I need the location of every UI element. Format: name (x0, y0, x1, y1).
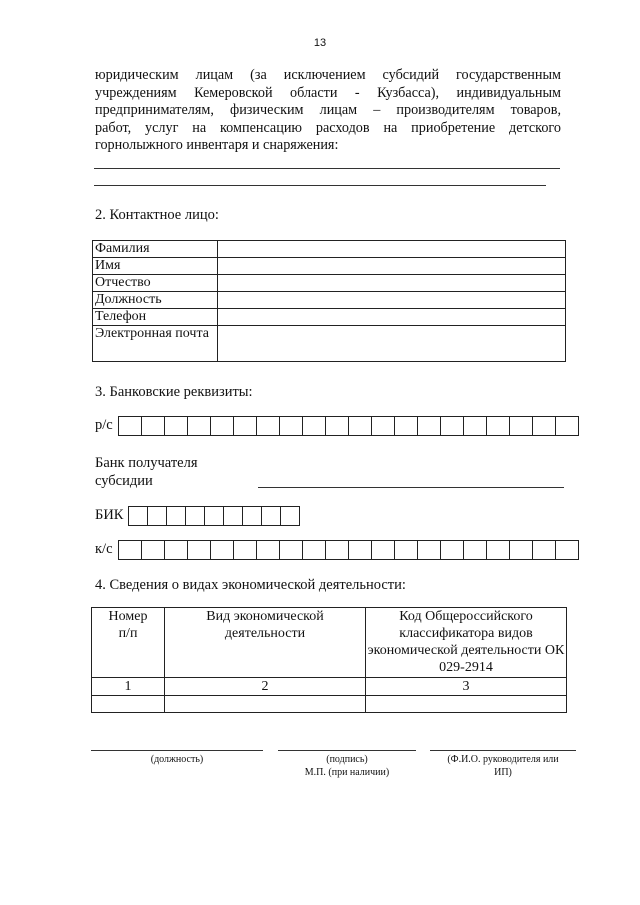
digit-box[interactable] (533, 416, 556, 436)
contact-label-surname: Фамилия (93, 241, 218, 258)
contact-label-email: Электронная почта (93, 326, 218, 362)
col-code-index: 3 (366, 678, 567, 696)
page-number: 13 (313, 37, 327, 49)
digit-box[interactable] (441, 540, 464, 560)
digit-box[interactable] (326, 540, 349, 560)
digit-box[interactable] (257, 540, 280, 560)
digit-box[interactable] (464, 540, 487, 560)
signature-line[interactable] (278, 750, 416, 751)
contact-table (92, 240, 566, 362)
col-header-activity (165, 608, 366, 678)
digit-box[interactable] (188, 540, 211, 560)
ks-label: к/с (95, 541, 113, 557)
contact-label-name: Имя (93, 258, 218, 275)
position-line[interactable] (91, 750, 263, 751)
cell-number[interactable] (92, 696, 165, 713)
intro-line: юридическим лицам (за исключением субсидий государственным (95, 67, 561, 83)
digit-box[interactable] (556, 540, 579, 560)
digit-box[interactable] (118, 416, 142, 436)
digit-box[interactable] (303, 416, 326, 436)
digit-box[interactable] (186, 506, 205, 526)
table-row (93, 326, 566, 362)
contact-value-email[interactable] (218, 326, 566, 362)
digit-box[interactable] (142, 416, 165, 436)
digit-box[interactable] (349, 540, 372, 560)
fio-caption: (Ф.И.О. руководителя или ИП) (447, 754, 559, 778)
bank-name-label (95, 454, 198, 490)
digit-box[interactable] (372, 540, 395, 560)
bik-digit-boxes (128, 506, 300, 526)
digit-box[interactable] (118, 540, 142, 560)
contact-label-phone: Телефон (93, 309, 218, 326)
fill-line[interactable] (94, 185, 546, 186)
contact-value-patronymic[interactable] (218, 275, 566, 292)
digit-box[interactable] (349, 416, 372, 436)
digit-box[interactable] (556, 416, 579, 436)
col-header-number-text: Номер п/п (108, 609, 148, 641)
contact-value-name[interactable] (218, 258, 566, 275)
digit-box[interactable] (234, 540, 257, 560)
digit-box[interactable] (326, 416, 349, 436)
signature-caption (262, 753, 432, 779)
digit-box[interactable] (234, 416, 257, 436)
activity-heading: 4. Сведения о видах экономической деятельности: (95, 577, 406, 593)
table-row (93, 292, 566, 309)
intro-line: горнолыжного инвентаря и снаряжения: (95, 137, 339, 154)
digit-box[interactable] (418, 416, 441, 436)
contact-value-position[interactable] (218, 292, 566, 309)
col-header-code (366, 608, 567, 678)
col-activity-index: 2 (165, 678, 366, 696)
ks-digit-boxes (118, 540, 579, 560)
intro-line: учреждениям Кемеровской области - Кузбасса), индивидуальным (95, 84, 561, 101)
cell-activity[interactable] (165, 696, 366, 713)
digit-box[interactable] (395, 540, 418, 560)
digit-box[interactable] (165, 416, 188, 436)
bik-label: БИК (95, 507, 124, 523)
digit-box[interactable] (441, 416, 464, 436)
col-header-number (92, 608, 165, 678)
bank-name-label-line: Банк получателя (95, 455, 198, 471)
digit-box[interactable] (243, 506, 262, 526)
intro-paragraph (95, 67, 561, 155)
intro-line: предпринимателям, физическим лицам – производителям товаров, (95, 102, 561, 119)
digit-box[interactable] (395, 416, 418, 436)
digit-box[interactable] (148, 506, 167, 526)
contact-value-surname[interactable] (218, 241, 566, 258)
digit-box[interactable] (510, 416, 533, 436)
digit-box[interactable] (487, 416, 510, 436)
digit-box[interactable] (167, 506, 186, 526)
table-row (92, 696, 567, 713)
digit-box[interactable] (211, 416, 234, 436)
cell-code[interactable] (366, 696, 567, 713)
bank-name-field[interactable] (258, 487, 564, 488)
fio-line[interactable] (430, 750, 576, 751)
digit-box[interactable] (487, 540, 510, 560)
col-header-activity-text: Вид экономической деятельности (206, 609, 324, 641)
table-row (93, 275, 566, 292)
contact-label-position: Должность (93, 292, 218, 309)
digit-box[interactable] (464, 416, 487, 436)
digit-box[interactable] (128, 506, 148, 526)
position-caption: (должность) (150, 754, 204, 765)
digit-box[interactable] (205, 506, 224, 526)
table-row (93, 258, 566, 275)
digit-box[interactable] (533, 540, 556, 560)
digit-box[interactable] (280, 540, 303, 560)
table-row (93, 309, 566, 326)
bank-heading: 3. Банковские реквизиты: (95, 384, 253, 400)
rs-label: р/с (95, 417, 113, 433)
digit-box[interactable] (188, 416, 211, 436)
contact-heading: 2. Контактное лицо: (95, 207, 219, 223)
bank-name-label-line: субсидии (95, 473, 153, 489)
digit-box[interactable] (142, 540, 165, 560)
stamp-caption-text: М.П. (при наличии) (304, 767, 390, 778)
signature-caption-text: (подпись) (326, 754, 368, 765)
digit-box[interactable] (165, 540, 188, 560)
digit-box[interactable] (281, 506, 300, 526)
table-row (93, 241, 566, 258)
digit-box[interactable] (224, 506, 243, 526)
digit-box[interactable] (510, 540, 533, 560)
col-header-code-text: Код Общероссийского классификатора видов экономической деятельности ОК 029-2914 (367, 609, 565, 675)
digit-box[interactable] (262, 506, 281, 526)
contact-value-phone[interactable] (218, 309, 566, 326)
activity-table (91, 607, 567, 713)
digit-box[interactable] (280, 416, 303, 436)
table-header-row (92, 608, 567, 678)
digit-box[interactable] (303, 540, 326, 560)
fill-line[interactable] (94, 168, 560, 169)
digit-box[interactable] (418, 540, 441, 560)
intro-line: работ, услуг на компенсацию расходов на приобретение детского (95, 119, 561, 136)
digit-box[interactable] (211, 540, 234, 560)
col-number-index: 1 (92, 678, 165, 696)
contact-label-patronymic: Отчество (93, 275, 218, 292)
table-row (92, 678, 567, 696)
rs-digit-boxes (118, 416, 579, 436)
digit-box[interactable] (372, 416, 395, 436)
digit-box[interactable] (257, 416, 280, 436)
